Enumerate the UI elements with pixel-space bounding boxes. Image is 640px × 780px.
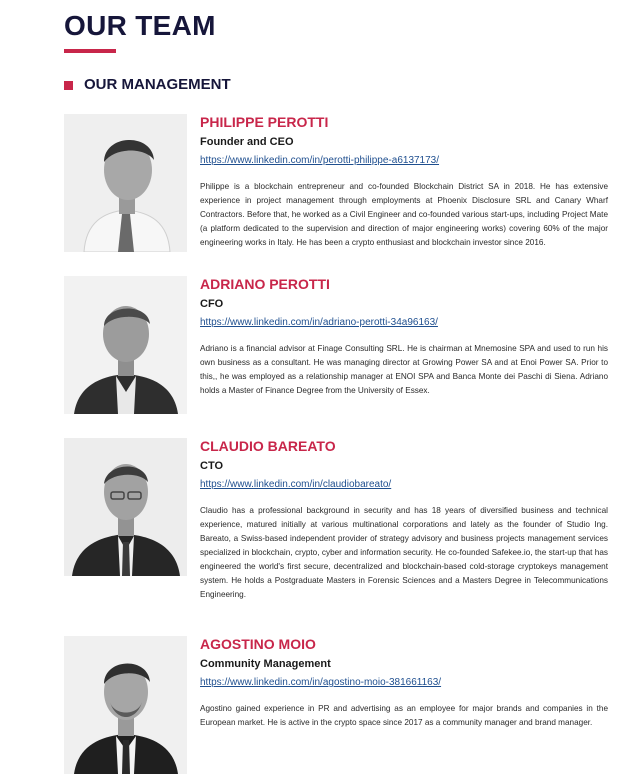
portrait-figure [64, 636, 187, 774]
member-name: ADRIANO PEROTTI [200, 276, 330, 292]
member-role: CFO [200, 298, 224, 310]
portrait-photo [64, 438, 187, 576]
member-bio: Philippe is a blockchain entrepreneur and co-founded Blockchain District SA in 2018. He has extensive experience in project management through employments at Phoenix Disclosure SRL and Canary Wharf Contractors. Before that, he worked as a Civil Engineer and co-founded various start-ups, including Project Mate (a platform dedicated to the supervision and direction of major engineering works) covering 60% of the major engineering works in Italy. He has been a crypto enthusiast and blockchain investor since 2016. [200, 182, 608, 247]
member-name: PHILIPPE PEROTTI [200, 114, 329, 130]
member-bio: Adriano is a financial advisor at Finage Consulting SRL. He is chairman at Mnemosine SPA and used to run his own business as a consultant. He was managing director at Growing Power SA and at Enoi Power SA. Prior to this,, he was employed as a relationship manager at ENOI SPA and Banca Monte dei Paschi di Siena. Adriano holds a Master of Finance Degree from the University of Essex. [200, 344, 608, 395]
linkedin-link[interactable]: https://www.linkedin.com/in/perotti-philippe-a6137173/ [200, 155, 440, 166]
member-bio: Claudio has a professional background in security and has 18 years of diversified business and technical experience, matured initially at various multinational corporations and lately as the founder of Studio Ing. Bareato, a Swiss-based independent provider of strategy advisory and business projects management services specialized in blockchain, crypto, cyber and information security. He co-founded Safekee.io, the start-up that has engineered the world's first secure, decentralized and blockchain-based cold-storage cryptokeys management system. He holds a Postgraduate Masters in Forensic Sciences and a Masters Degree in Telecommunications Engineering. [200, 506, 608, 599]
title-underline [64, 49, 116, 53]
portrait-figure [64, 276, 187, 414]
portrait-photo [64, 276, 187, 414]
member-name: AGOSTINO MOIO [200, 636, 316, 652]
member-role: CTO [200, 460, 224, 472]
member-name: CLAUDIO BAREATO [200, 438, 336, 454]
linkedin-link[interactable]: https://www.linkedin.com/in/adriano-perotti-34a96163/ [200, 317, 438, 328]
member-role: Community Management [200, 658, 331, 670]
page-title: OUR TEAM [64, 10, 216, 41]
portrait-figure [64, 438, 187, 576]
linkedin-link[interactable]: https://www.linkedin.com/in/agostino-moio-381661163/ [200, 677, 442, 688]
portrait-figure [64, 114, 187, 252]
section-marker-icon [64, 81, 73, 90]
member-bio: Agostino gained experience in PR and advertising as an employee for major brands and companies in the European market. He is active in the crypto space since 2017 as a community manager and brand manager. [200, 704, 608, 727]
member-role: Founder and CEO [200, 136, 294, 148]
linkedin-link[interactable]: https://www.linkedin.com/in/claudiobareato/ [200, 479, 392, 490]
section-title: OUR MANAGEMENT [84, 76, 231, 93]
portrait-photo [64, 114, 187, 252]
portrait-photo [64, 636, 187, 774]
